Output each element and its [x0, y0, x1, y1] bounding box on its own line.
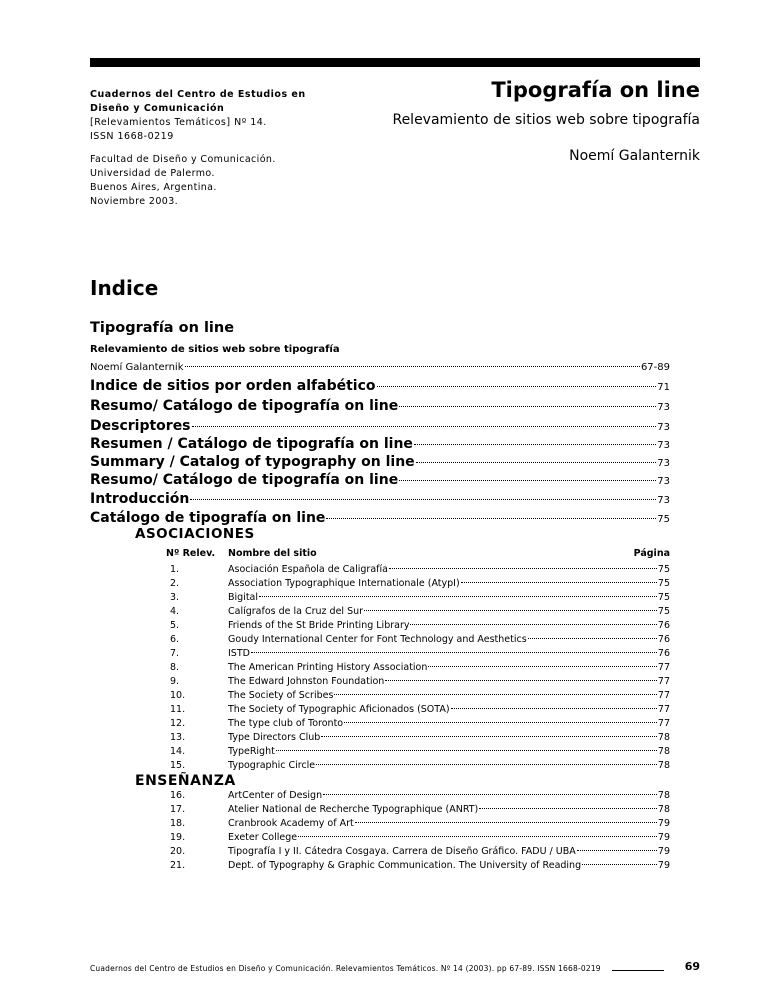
site-name: Goudy International Center for Font Technology and Aesthetics	[228, 634, 527, 645]
site-num: 19.	[170, 832, 186, 843]
toc-label: Summary / Catalog of typography on line	[90, 454, 415, 470]
site-leader	[316, 763, 657, 765]
publication-info	[90, 88, 306, 144]
pub-line-1: Cuadernos del Centro de Estudios en	[90, 89, 306, 100]
site-num: 8.	[170, 662, 180, 673]
site-row[interactable]	[160, 732, 670, 746]
ensenanza-heading: ENSEÑANZA	[135, 773, 236, 789]
site-row[interactable]	[160, 620, 670, 634]
site-name: Type Directors Club	[228, 732, 321, 743]
site-page: 78	[657, 746, 670, 757]
site-name: The Society of Scribes	[228, 690, 334, 701]
toc-leader	[185, 365, 640, 367]
faculty-info	[90, 153, 276, 209]
site-page: 79	[657, 860, 670, 871]
column-header-name: Nombre del sitio	[228, 548, 317, 559]
site-leader	[344, 721, 657, 723]
toc-label: Noemí Galanternik	[90, 362, 184, 373]
fac-line-1: Facultad de Diseño y Comunicación.	[90, 154, 276, 165]
site-name: Bigital	[228, 592, 259, 603]
toc-leader	[190, 498, 656, 500]
toc-label: Resumen / Catálogo de tipografía on line	[90, 436, 413, 452]
site-num: 16.	[170, 790, 186, 801]
site-row[interactable]	[160, 564, 670, 578]
site-row[interactable]	[160, 606, 670, 620]
toc-label: Introducción	[90, 491, 190, 507]
site-page: 76	[657, 648, 670, 659]
toc-page: 71	[657, 382, 670, 393]
site-leader	[451, 707, 657, 709]
site-name: Exeter College	[228, 832, 298, 843]
site-row[interactable]	[160, 648, 670, 662]
fac-line-4: Noviembre 2003.	[90, 196, 179, 207]
site-row[interactable]	[160, 592, 670, 606]
footer-citation: Cuadernos del Centro de Estudios en Diseño y Comunicación. Relevamientos Temáticos. Nº 14 (2003). pp 67-89. ISSN 1668-0219	[90, 964, 601, 973]
site-num: 2.	[170, 578, 180, 589]
site-page: 77	[657, 676, 670, 687]
site-leader	[528, 637, 657, 639]
site-leader	[389, 567, 657, 569]
site-row[interactable]	[160, 804, 670, 818]
site-page: 76	[657, 620, 670, 631]
site-name: Calígrafos de la Cruz del Sur	[228, 606, 364, 617]
pub-line-4: ISSN 1668-0219	[90, 131, 174, 142]
toc-entry[interactable]	[90, 418, 670, 434]
pub-line-2: Diseño y Comunicación	[90, 103, 225, 114]
toc-label: Descriptores	[90, 418, 191, 434]
site-num: 15.	[170, 760, 186, 771]
fac-line-3: Buenos Aires, Argentina.	[90, 182, 217, 193]
toc-leader	[192, 425, 657, 427]
toc-page: 73	[657, 440, 670, 451]
site-name: The American Printing History Association	[228, 662, 428, 673]
site-leader	[582, 863, 657, 865]
site-num: 3.	[170, 592, 180, 603]
site-page: 79	[657, 818, 670, 829]
site-leader	[323, 793, 657, 795]
site-page: 75	[657, 578, 670, 589]
site-page: 77	[657, 690, 670, 701]
site-name: Asociación Española de Caligrafía	[228, 564, 388, 575]
site-row[interactable]	[160, 690, 670, 704]
site-num: 1.	[170, 564, 180, 575]
site-name: Association Typographique Internationale (AtypI)	[228, 578, 460, 589]
toc-leader	[416, 461, 657, 463]
toc-leader	[326, 517, 656, 519]
site-num: 18.	[170, 818, 186, 829]
site-page: 75	[657, 592, 670, 603]
toc-leader	[399, 479, 656, 481]
toc-entry[interactable]	[90, 510, 670, 526]
site-row[interactable]	[160, 790, 670, 804]
toc-leader	[399, 405, 656, 407]
site-num: 4.	[170, 606, 180, 617]
site-name: ArtCenter of Design	[228, 790, 323, 801]
site-row[interactable]	[160, 818, 670, 832]
site-leader	[259, 595, 657, 597]
site-num: 6.	[170, 634, 180, 645]
site-leader	[410, 623, 656, 625]
column-header-page: Página	[633, 548, 670, 559]
site-page: 78	[657, 804, 670, 815]
toc-page: 73	[657, 495, 670, 506]
site-num: 10.	[170, 690, 186, 701]
toc-entry[interactable]	[90, 378, 670, 394]
site-row[interactable]	[160, 662, 670, 676]
toc-entry[interactable]	[90, 491, 670, 507]
site-name: Cranbrook Academy of Art	[228, 818, 354, 829]
site-row[interactable]	[160, 832, 670, 846]
site-num: 7.	[170, 648, 180, 659]
toc-page: 73	[657, 476, 670, 487]
site-row[interactable]	[160, 746, 670, 760]
site-leader	[385, 679, 657, 681]
site-leader	[577, 849, 657, 851]
site-row[interactable]	[160, 718, 670, 732]
site-leader	[479, 807, 657, 809]
toc-label: Resumo/ Catálogo de tipografía on line	[90, 472, 399, 488]
site-leader	[461, 581, 657, 583]
toc-page: 67-89	[640, 362, 670, 373]
site-page: 75	[657, 564, 670, 575]
site-row[interactable]	[160, 760, 670, 774]
toc-page: 73	[657, 458, 670, 469]
site-name: The Society of Typographic Aficionados (SOTA)	[228, 704, 450, 715]
site-leader	[251, 651, 657, 653]
site-page: 77	[657, 704, 670, 715]
site-name: The Edward Johnston Foundation	[228, 676, 385, 687]
toc-entry[interactable]	[90, 472, 670, 488]
site-num: 21.	[170, 860, 186, 871]
site-num: 14.	[170, 746, 186, 757]
toc-leader	[414, 443, 656, 445]
site-name: Tipografía I y II. Cátedra Cosgaya. Carrera de Diseño Gráfico. FADU / UBA	[228, 846, 576, 857]
site-name: The type club of Toronto	[228, 718, 344, 729]
site-num: 12.	[170, 718, 186, 729]
site-name: Typographic Circle	[228, 760, 316, 771]
site-leader	[276, 749, 657, 751]
site-num: 11.	[170, 704, 186, 715]
toc-entry-author[interactable]	[90, 362, 670, 373]
toc-page: 75	[657, 514, 670, 525]
toc-page: 73	[657, 422, 670, 433]
page-number: 69	[684, 960, 700, 973]
site-page: 78	[657, 790, 670, 801]
site-row[interactable]	[160, 846, 670, 860]
document-author: Noemí Galanternik	[569, 148, 700, 164]
indice-heading: Indice	[90, 276, 159, 300]
toc-leader	[377, 385, 657, 387]
site-name: Friends of the St Bride Printing Library	[228, 620, 410, 631]
site-num: 20.	[170, 846, 186, 857]
site-name: Atelier National de Recherche Typographique (ANRT)	[228, 804, 479, 815]
site-num: 13.	[170, 732, 186, 743]
site-name: Dept. of Typography & Graphic Communication. The University of Reading	[228, 860, 582, 871]
site-leader	[364, 609, 657, 611]
site-page: 79	[657, 832, 670, 843]
toc-label: Resumo/ Catálogo de tipografía on line	[90, 398, 399, 414]
site-row[interactable]	[160, 860, 670, 874]
site-row[interactable]	[160, 704, 670, 718]
site-leader	[334, 693, 657, 695]
site-page: 77	[657, 718, 670, 729]
site-page: 78	[657, 732, 670, 743]
top-rule	[90, 58, 700, 67]
site-page: 76	[657, 634, 670, 645]
site-leader	[298, 835, 657, 837]
toc-label: Catálogo de tipografía on line	[90, 510, 326, 526]
toc-entry[interactable]	[90, 398, 670, 414]
site-num: 9.	[170, 676, 180, 687]
site-leader	[355, 821, 657, 823]
site-num: 5.	[170, 620, 180, 631]
column-header-num: Nº Relev.	[166, 548, 216, 559]
site-num: 17.	[170, 804, 186, 815]
site-name: TypeRight	[228, 746, 275, 757]
section-title: Tipografía on line	[90, 320, 235, 336]
footer-rule	[612, 970, 664, 971]
toc-entry[interactable]	[90, 436, 670, 452]
document-subtitle: Relevamiento de sitios web sobre tipografía	[392, 112, 700, 128]
toc-label: Indice de sitios por orden alfabético	[90, 378, 376, 394]
site-row[interactable]	[160, 634, 670, 648]
site-leader	[321, 735, 657, 737]
section-subtitle: Relevamiento de sitios web sobre tipografía	[90, 344, 340, 355]
site-page: 77	[657, 662, 670, 673]
toc-entry[interactable]	[90, 454, 670, 470]
site-row[interactable]	[160, 578, 670, 592]
site-page: 75	[657, 606, 670, 617]
toc-page: 73	[657, 402, 670, 413]
asociaciones-heading: ASOCIACIONES	[135, 526, 255, 542]
site-page: 78	[657, 760, 670, 771]
document-title: Tipografía on line	[491, 78, 700, 102]
pub-line-3: [Relevamientos Temáticos] Nº 14.	[90, 117, 267, 128]
site-leader	[428, 665, 657, 667]
site-name: ISTD	[228, 648, 250, 659]
fac-line-2: Universidad de Palermo.	[90, 168, 215, 179]
site-row[interactable]	[160, 676, 670, 690]
site-page: 79	[657, 846, 670, 857]
